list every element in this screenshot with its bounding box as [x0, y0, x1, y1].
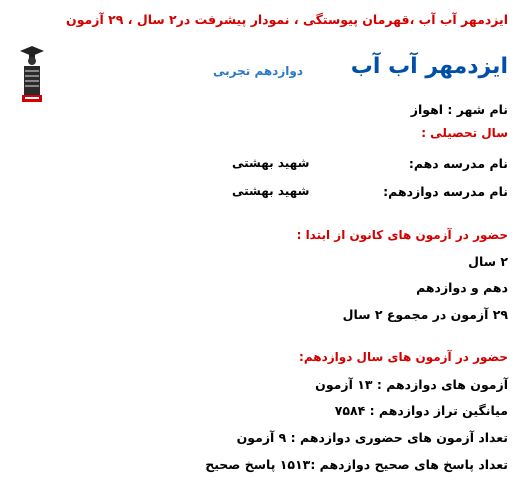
- page-header: ایزدمهر آب آب ،قهرمان پیوستگی ، نمودار پیشرفت در۲ سال ، ۲۹ آزمون: [66, 12, 508, 27]
- student-name: ایزدمهر آب آب: [350, 54, 508, 79]
- grade12-exams-line: آزمون های دوازدهم : ۱۳ آزمون: [315, 377, 508, 392]
- academic-year-label: سال تحصیلی :: [421, 126, 508, 140]
- school10-value: شهید بهشتی: [232, 156, 310, 170]
- city-line: نام شهر : اهواز: [410, 102, 508, 117]
- academy-logo-icon: [17, 44, 47, 104]
- avg-score-line: میانگین تراز دوازدهم : ۷۵۸۴: [334, 403, 508, 418]
- grade12-heading: حضور در آزمون های سال دوازدهم:: [299, 350, 508, 364]
- years-line: ۲ سال: [468, 254, 508, 269]
- correct-answers-line: تعداد پاسخ های صحیح دوازدهم :۱۵۱۳ پاسخ صحیح: [205, 457, 508, 472]
- school10-label: نام مدرسه دهم:: [408, 156, 508, 171]
- total-exams-line: ۲۹ آزمون در مجموع ۲ سال: [342, 307, 508, 322]
- grades-line: دهم و دوازدهم: [416, 280, 508, 295]
- grade-label: دوازدهم تجربی: [213, 64, 303, 78]
- attendance-heading: حضور در آزمون های کانون از ابتدا :: [296, 228, 508, 242]
- school12-label: نام مدرسه دوازدهم:: [383, 184, 508, 199]
- inperson-exams-line: تعداد آزمون های حضوری دوازدهم : ۹ آزمون: [236, 430, 508, 445]
- school12-value: شهید بهشتی: [232, 184, 310, 198]
